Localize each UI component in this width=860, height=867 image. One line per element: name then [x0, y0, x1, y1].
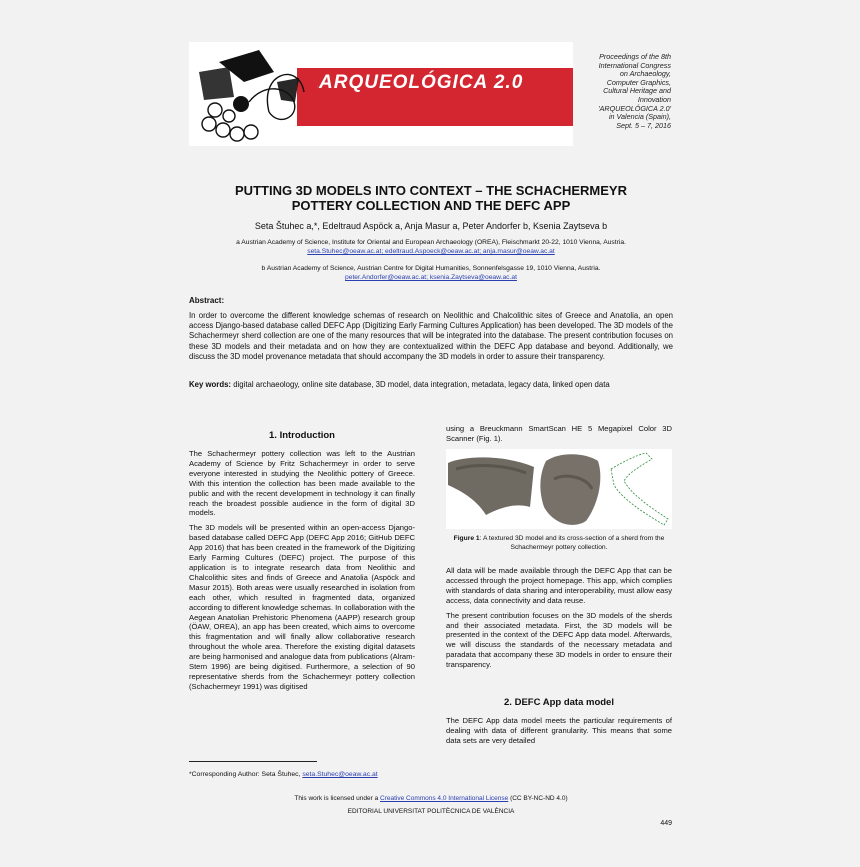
left-column: [189, 449, 415, 697]
footnote-text: *Corresponding Author: Seta Štuhec,: [189, 771, 303, 778]
sherd-figure-image: [446, 449, 672, 529]
affiliation-a: [189, 238, 673, 256]
footnote: [189, 771, 378, 778]
conference-logo-text: ARQUEOLÓGICA 2.0: [319, 72, 524, 93]
proceedings-line: on Archaeology,: [619, 69, 671, 79]
proceedings-line: Cultural Heritage and: [603, 86, 671, 96]
title-line: POTTERY COLLECTION AND THE DEFC APP: [291, 198, 571, 213]
author-list: Seta Štuhec a,*, Edeltraud Aspöck a, Anja Masur a, Peter Andorfer b, Ksenia Zaytseva b: [254, 221, 608, 231]
publisher-line: EDITORIAL UNIVERSITAT POLITÈCNICA DE VALÈNCIA: [347, 808, 515, 815]
keywords-label: Key words:: [189, 380, 232, 389]
figure-caption-label: Figure 1: [453, 535, 480, 542]
paragraph: The 3D models will be presented within an open-access Django-based database called DEFC App (DEFC App 2016; GitHub DEFC App 2016) that has been created in the framework of the Digitizing Early Farming Cultures (DEFC) project. The purpose of this application is to integrate research data from Neolithic and Chalcolithic sites and finds of Greece and Anatolia (Aspöck and Masur 2015). Both areas were usually researched in isolation from each other, which resulted in fragmented data, organized according to different knowledge schemas. In collaboration with the Aegean Anatolian Prehistoric Phenomena (AAPP) research group (ÖAW, OREA), an app has been created, which aims to overcome this fragmentation and will finally allow collaborative research throughout the whole area. Therefore the existing digital datasets are being harmonised and analogue data from publications (Alram-Stern 1996) are being digitised. Furthermore, a selection of 90 representative sherds from the Schachermeyr pottery collection (Schachermeyr 1991) was digitised: [189, 523, 415, 691]
keywords: [189, 380, 673, 390]
section-heading: 1. Introduction: [269, 430, 335, 441]
title-line: PUTTING 3D MODELS INTO CONTEXT – THE SCHACHERMEYR: [235, 183, 627, 198]
figure-1: [446, 449, 672, 529]
affiliation-emails-link[interactable]: seta.Stuhec@oeaw.ac.at; edeltraud.Aspoeck@oeaw.ac.at; anja.masur@oeaw.ac.at: [307, 248, 555, 255]
proceedings-line: Proceedings of the 8th: [599, 52, 671, 61]
paragraph: The present contribution focuses on the 3D models of the sherds and their associated metadata. First, the 3D models will be presented in the context of the DEFC App data model. Afterwards, we will discuss the standards of the necessary metadata and paradata that accompany these 3D models in order to ensure their transparency.: [446, 610, 672, 670]
proceedings-note: [574, 53, 671, 130]
affiliation-b: [189, 264, 673, 282]
proceedings-line: Sept. 5 – 7, 2016: [616, 120, 671, 130]
svg-text:·: ·: [317, 84, 319, 89]
proceedings-line: Innovation: [637, 94, 671, 104]
paper-title: [189, 183, 673, 213]
license-text: This work is licensed under a: [294, 795, 380, 802]
abstract-text: In order to overcome the different knowledge schemas of research on Neolithic and Chalcolithic sites of Greece and Anatolia, an open access Django-based database called DEFC App (Digitizing Early Farming Cultures Application) has been developed. The 3D models of the Schachermeyr sherd collection are one of the many resources that will be integrated into the database. The present contribution focuses on these 3D models and their metadata and on how they are contextualized within the DEFC App database and beyond. Additionally, we discuss the 3D model provenance metadata that should accompany the 3D models in order to assure their transparency.: [189, 311, 673, 361]
right-column-bottom: The DEFC App data model meets the particular requirements of dealing with data of different granularity. This means that some data sets are very detailed: [446, 716, 672, 745]
paragraph: All data will be made available through the DEFC App that can be accessed through the project homepage. This app, which complies with standards of data sharing and interoperability, must allow easy access, data connectivity and data reuse.: [446, 566, 672, 605]
affiliation-emails-link[interactable]: peter.Andorfer@oeaw.ac.at; ksenia.Zaytseva@oeaw.ac.at: [345, 274, 517, 281]
right-column-top: using a Breuckmann SmartScan HE 5 Megapixel Color 3D Scanner (Fig. 1).: [446, 424, 672, 443]
license-suffix: (CC BY-NC-ND 4.0): [508, 795, 568, 802]
affiliation-text: a Austrian Academy of Science, Institute for Oriental and European Archaeology (OREA), Fleischmarkt 20-22, 1010 Vienna, Austria.: [236, 239, 626, 246]
proceedings-line: Computer Graphics,: [606, 77, 671, 87]
proceedings-line: in Valencia (Spain),: [608, 112, 671, 122]
keywords-text: digital archaeology, online site database, 3D model, data integration, metadata, legacy data, linked open data: [233, 380, 610, 389]
figure-caption-text: : A textured 3D model and its cross-section of a sherd from the Schachermeyr pottery collection.: [479, 535, 665, 551]
section-heading: 2. DEFC App data model: [504, 697, 614, 708]
banner-artwork: [189, 42, 573, 146]
license-line: [189, 795, 673, 802]
license-link[interactable]: Creative Commons 4.0 International License: [380, 795, 509, 802]
footnote-email-link[interactable]: seta.Stuhec@oeaw.ac.at: [302, 771, 378, 778]
conference-banner: [189, 42, 573, 146]
figure-caption: [446, 535, 672, 552]
affiliation-text: b Austrian Academy of Science, Austrian Centre for Digital Humanities, Sonnenfelsgasse 19, 1010 Vienna, Austria.: [261, 265, 601, 272]
page-number: 449: [660, 820, 672, 827]
right-column: [446, 566, 672, 675]
proceedings-line: International Congress: [598, 60, 671, 70]
proceedings-line: 'ARQUEOLÓGICA 2.0': [598, 103, 671, 113]
footnote-divider: [189, 761, 317, 762]
paragraph: The Schachermeyr pottery collection was left to the Austrian Academy of Science by Fritz Schachermeyr in order to serve everyone interested in studying the Neolithic pottery of Greece. With this intention the collection has been made available to the public and with the recent development in technology it can finally reach the broadest possible audience in the form of digital 3D models.: [189, 449, 415, 518]
abstract-heading: Abstract:: [189, 296, 225, 305]
